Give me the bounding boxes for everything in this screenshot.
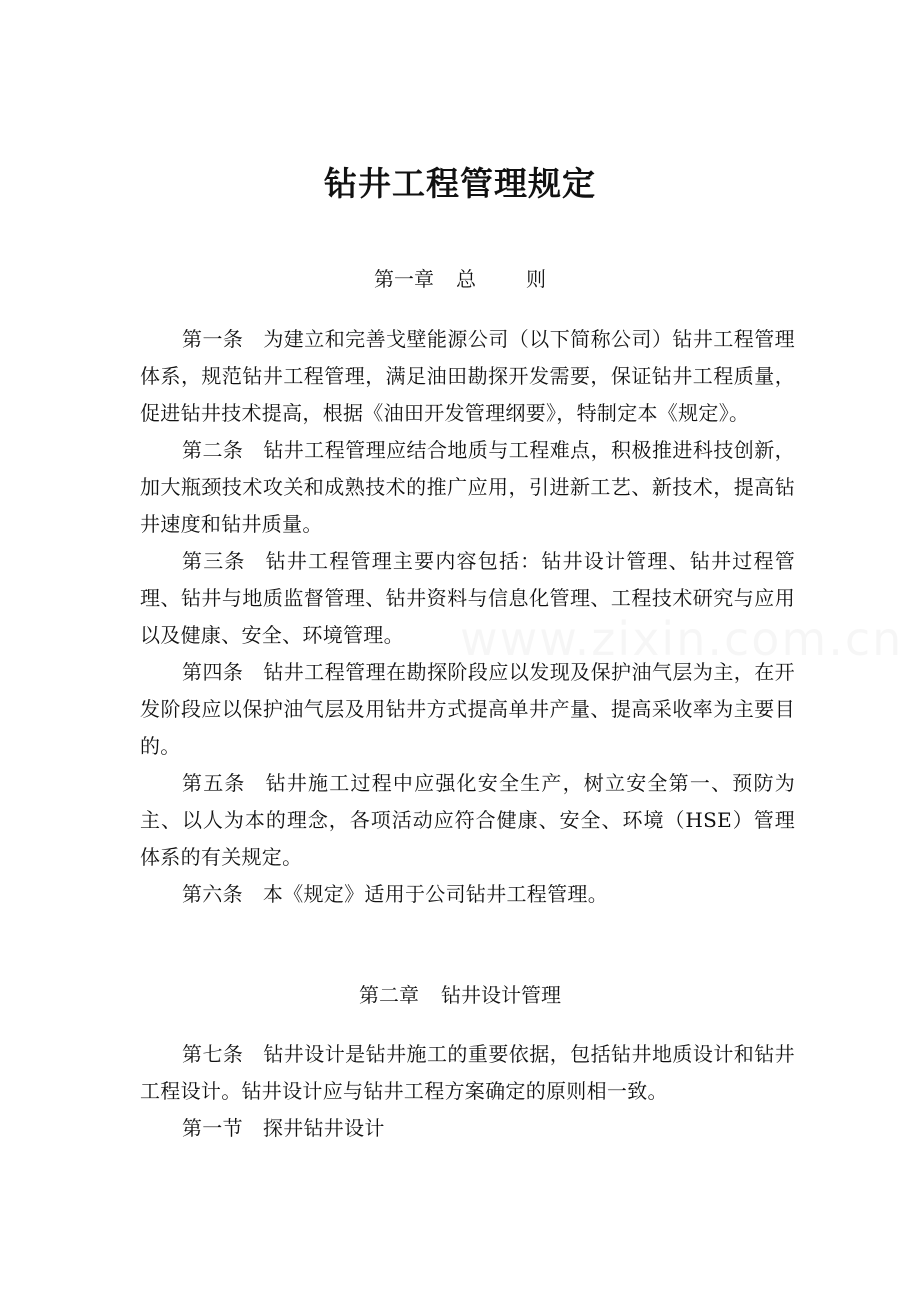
chapter-1-body [140,321,795,913]
chapter-word: 总 [456,267,476,291]
article-paragraph [140,1036,795,1110]
article-text: 本《规定》适用于公司钻井工程管理。 [262,882,609,906]
chapter-heading-2 [0,980,920,1010]
article-text: 钻井施工过程中应强化安全生产，树立安全第一、预防为主、以人为本的理念，各项活动应符合健康、安全、环境（HSE）管理体系的有关规定。 [140,771,796,869]
chapter-number: 第一章 [374,267,434,291]
article-paragraph [140,432,795,543]
section-text: 探井钻井设计 [262,1116,385,1140]
article-text: 钻井工程管理在勘探阶段应以发现及保护油气层为主，在开发阶段应以保护油气层及用钻井方式提高单井产量、提高采收率为主要目的。 [140,660,795,758]
chapter-heading-1 [0,264,920,294]
article-paragraph [140,765,795,876]
article-text: 钻井工程管理应结合地质与工程难点，积极推进科技创新，加大瓶颈技术攻关和成熟技术的推广应用，引进新工艺、新技术，提高钻井速度和钻井质量。 [140,438,795,536]
article-paragraph [140,321,795,432]
article-label: 第七条 [182,1042,244,1066]
chapter-name: 钻井设计管理 [441,983,561,1007]
article-paragraph [140,543,795,654]
article-label: 第三条 [182,549,246,573]
document-title: 钻井工程管理规定 [324,164,596,203]
article-paragraph [140,654,795,765]
article-label: 第六条 [182,882,243,906]
chapter-number: 第二章 [359,983,419,1007]
section-label: 第一节 [182,1116,243,1140]
section-heading [140,1110,795,1147]
chapter-word: 则 [526,267,546,291]
article-label: 第一条 [182,327,244,351]
article-text: 为建立和完善戈壁能源公司（以下简称公司）钻井工程管理体系，规范钻井工程管理，满足油田勘探开发需要，保证钻井工程质量，促进钻井技术提高，根据《油田开发管理纲要》，特制定本《规定》。 [140,327,795,425]
chapter-2-body [140,1036,795,1147]
article-text: 钻井设计是钻井施工的重要依据，包括钻井地质设计和钻井工程设计。钻井设计应与钻井工程方案确定的原则相一致。 [140,1042,795,1103]
article-label: 第二条 [182,438,244,462]
article-label: 第四条 [182,660,244,684]
article-paragraph [140,876,795,913]
article-label: 第五条 [182,771,246,795]
article-text: 钻井工程管理主要内容包括：钻井设计管理、钻井过程管理、钻井与地质监督管理、钻井资料与信息化管理、工程技术研究与应用以及健康、安全、环境管理。 [140,549,796,647]
